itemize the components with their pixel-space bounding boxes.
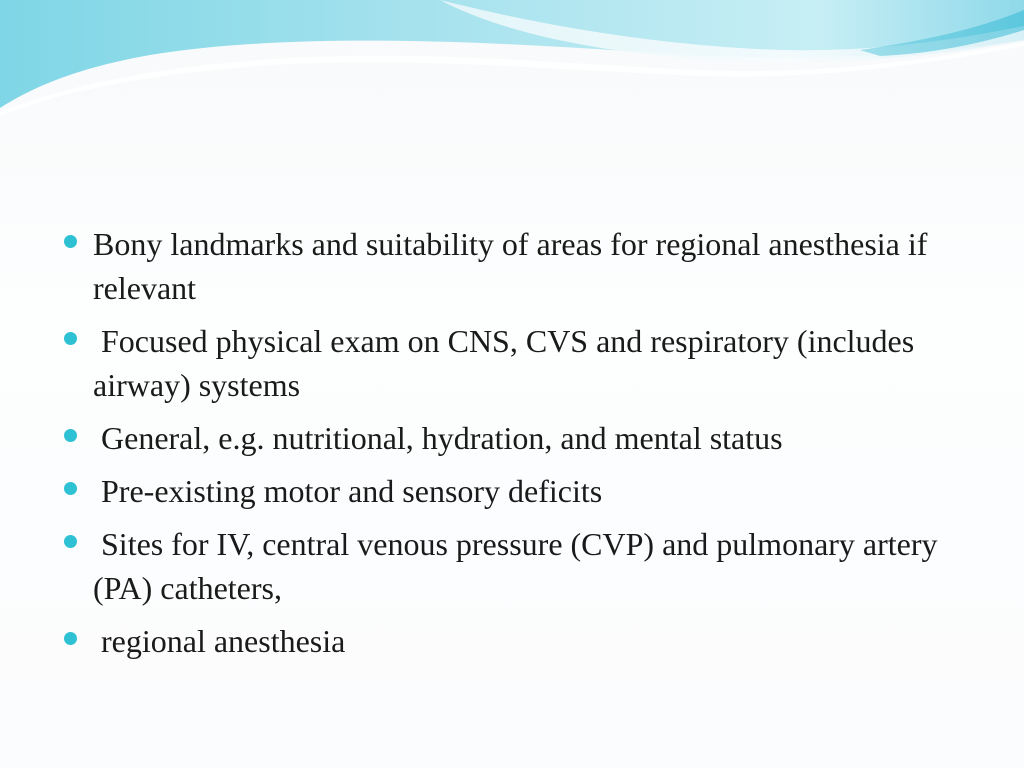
bullet-text: Sites for IV, central venous pressure (CVP) and pulmonary artery (PA) catheters, — [93, 526, 946, 606]
bullet-text: Bony landmarks and suitability of areas for regional anesthesia if relevant — [93, 226, 936, 306]
bullet-dot-icon — [64, 429, 77, 442]
bullet-dot-icon — [64, 535, 77, 548]
bullet-item — [62, 619, 982, 663]
bullet-dot-icon — [64, 332, 77, 345]
bullet-dot-icon — [64, 482, 77, 495]
bullet-text: Focused physical exam on CNS, CVS and respiratory (includes airway) systems — [93, 323, 923, 403]
bullet-dot-icon — [64, 235, 77, 248]
bullet-item — [62, 522, 982, 610]
bullet-dot-icon — [64, 632, 77, 645]
bullet-item — [62, 416, 982, 460]
bullet-item — [62, 222, 982, 310]
bullet-item — [62, 469, 982, 513]
header-wave-decoration — [0, 0, 1024, 130]
bullet-list — [62, 222, 982, 663]
bullet-item — [62, 319, 982, 407]
bullet-text: General, e.g. nutritional, hydration, and mental status — [93, 420, 783, 456]
slide-body — [62, 222, 982, 672]
bullet-text: regional anesthesia — [93, 623, 346, 659]
bullet-text: Pre-existing motor and sensory deficits — [93, 473, 603, 509]
